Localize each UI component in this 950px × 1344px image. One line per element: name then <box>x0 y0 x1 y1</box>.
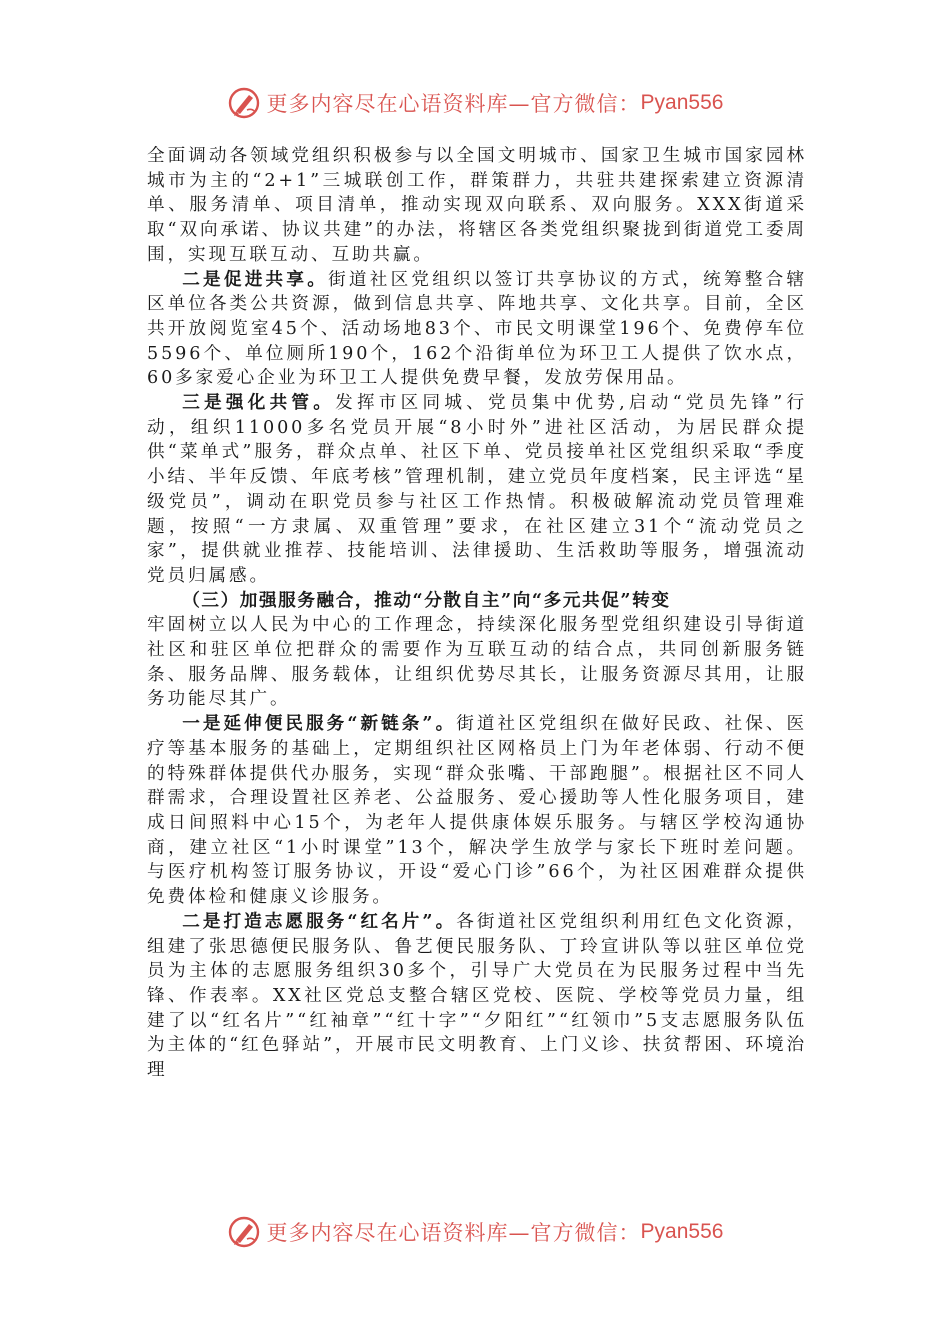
paragraph-text: 街道社区党组织以签订共享协议的方式，统筹整合辖区单位各类公共资源，做到信息共享、阵地共享、文化共享。目前，全区共开放阅览室45个、活动场地83个、市民文明课堂196个、免费停车位5596个、单位厕所190个，162个沿街单位为环卫工人提供了饮水点，60多家爱心企业为环卫工人提供免费早餐，发放劳保用品。 <box>147 269 807 389</box>
paragraph-text: 各街道社区党组织利用红色文化资源，组建了张思德便民服务队、鲁艺便民服务队、丁玲宣讲队等以驻区单位党员为主体的志愿服务组织30多个，引导广大党员在为民服务过程中当先锋、作表率。XX社区党总支整合辖区党校、医院、学校等党员力量，组建了以“红名片”“红袖章”“红十字”“夕阳红”“红领巾”5支志愿服务队伍为主体的“红色驿站”，开展市民文明教育、上门义诊、扶贫帮困、环境治理 <box>147 911 807 1081</box>
document-body <box>147 144 807 1083</box>
watermark-footer <box>0 1212 950 1252</box>
section-heading: （三）加强服务融合，推动“分散自主”向“多元共促”转变 <box>182 589 671 611</box>
pen-logo-icon <box>227 86 261 120</box>
paragraph-lead: 二是促进共享。 <box>182 268 329 290</box>
paragraph-text: 街道社区党组织在做好民政、社保、医疗等基本服务的基础上，定期组织社区网格员上门为年老体弱、行动不便的特殊群体提供代办服务，实现“群众张嘴、干部跑腿”。根据社区不同人群需求，合理设置社区养老、公益服务、爱心援助等人性化服务项目，建成日间照料中心15个，为老年人提供康体娱乐服务。与辖区学校沟通协商，建立社区“1小时课堂”13个，解决学生放学与家长下班时差问题。与医疗机构签订服务协议，开设“爱心门诊”66个，为社区困难群众提供免费体检和健康义诊服务。 <box>147 714 807 908</box>
paragraph-text: 发挥市区同城、党员集中优势,启动“党员先锋”行动，组织11000多名党员开展“8小时外”进社区活动，为居民群众提供“菜单式”服务，群众点单、社区下单、党员接单社区党组织采取“季度小结、半年反馈、年底考核”管理机制，建立党员年度档案，民主评选“星级党员”，调动在职党员参与社区工作热情。积极破解流动党员管理难题，按照“一方隶属、双重管理”要求，在社区建立31个“流动党员之家”，提供就业推荐、技能培训、法律援助、生活救助等服务，增强流动党员归属感。 <box>147 393 807 586</box>
watermark-text: 更多内容尽在心语资料库—官方微信： <box>266 1221 641 1245</box>
paragraph <box>147 712 807 910</box>
paragraph: 牢固树立以人民为中心的工作理念，持续深化服务型党组织建设引导街道社区和驻区单位把群众的需要作为互联互动的结合点，共同创新服务链条、服务品牌、服务载体，让组织优势尽其长，让服务资源尽其用，让服务功能尽其广。 <box>147 615 807 710</box>
paragraph-lead: 三是强化共管。 <box>182 392 336 414</box>
watermark-wechat-id: Pyan556 <box>640 1220 724 1243</box>
watermark-wechat-id: Pyan556 <box>640 91 724 114</box>
pen-logo-icon <box>227 1215 261 1249</box>
paragraph: 全面调动各领域党组织积极参与以全国文明城市、国家卫生城市国家园林城市为主的“2+1”三城联创工作，群策群力，共驻共建探索建立资源清单、服务清单、项目清单，推动实现双向联系、双向服务。XXX街道采取“双向承诺、协议共建”的办法，将辖区各类党组织聚拢到街道党工委周围，实现互联互动、互助共赢。 <box>147 146 807 265</box>
watermark-text: 更多内容尽在心语资料库—官方微信： <box>266 92 641 116</box>
paragraph-lead: 一是延伸便民服务“新链条”。 <box>182 713 457 735</box>
paragraph-lead: 二是打造志愿服务“红名片”。 <box>182 910 457 932</box>
paragraph <box>147 910 807 1083</box>
paragraph <box>147 268 807 392</box>
paragraph <box>147 391 807 589</box>
watermark-header <box>0 83 950 123</box>
